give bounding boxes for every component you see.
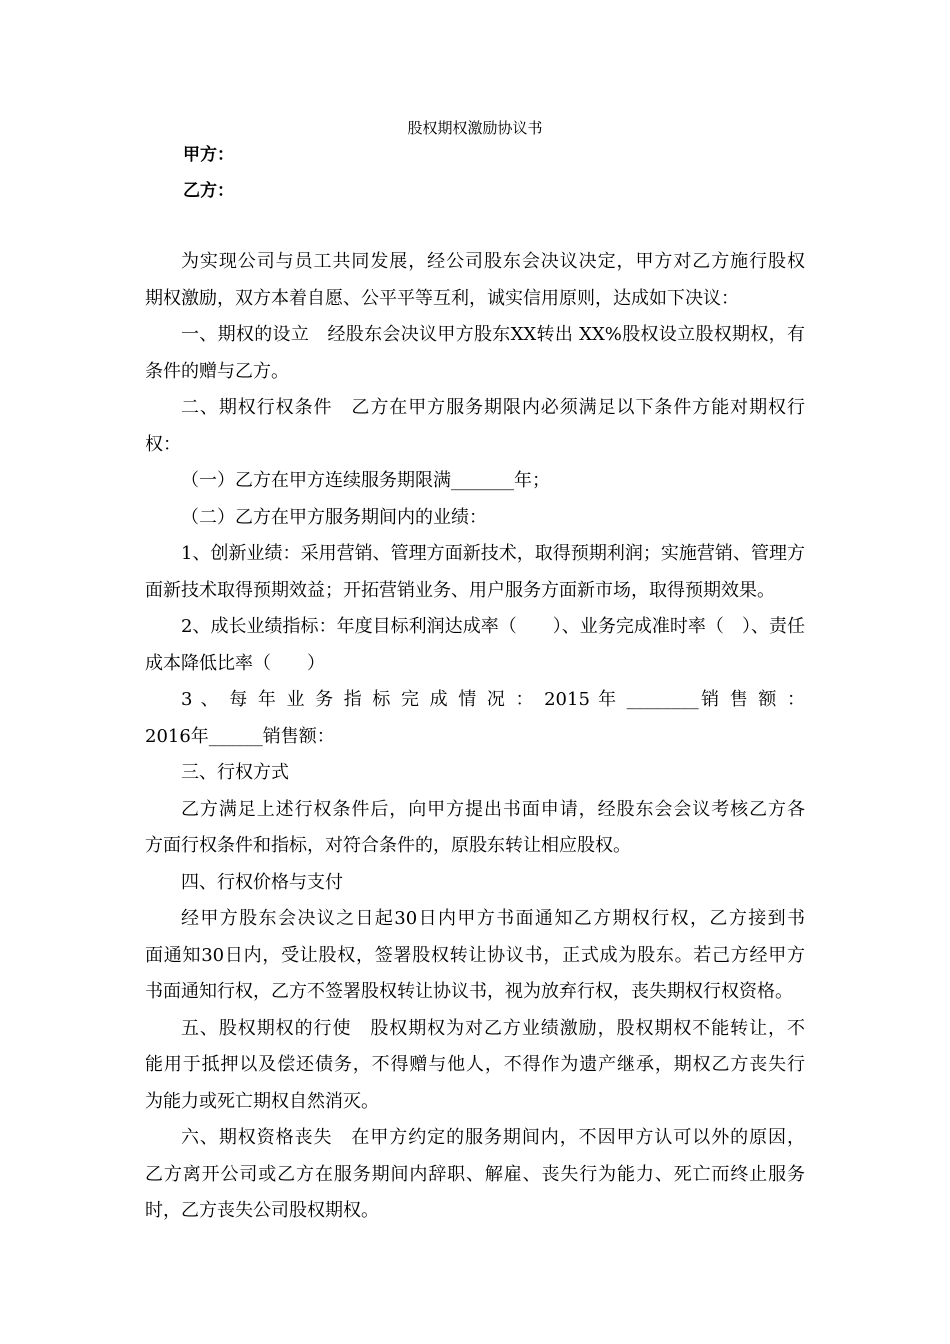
text-line: 乙方满足上述行权条件后，向甲方提出书面申请，经股东会会议考核乙方各: [181, 798, 805, 820]
text-line: 经甲方股东会决议之日起30日内甲方书面通知乙方期权行权，乙方接到书: [181, 908, 805, 929]
text-line: 能用于抵押以及偿还债务，不得赠与他人，不得作为遗产继承，期权乙方丧失行: [145, 1054, 805, 1075]
party-a-label: 甲方：: [183, 145, 234, 165]
text-line: 乙方离开公司或乙方在服务期间内辞职、解雇、丧失行为能力、死亡而终止服务: [145, 1163, 805, 1185]
text-line: 2016年______销售额：: [145, 725, 335, 747]
text-line: 为实现公司与员工共同发展，经公司股东会决议决定，甲方对乙方施行股权: [181, 251, 805, 272]
text-line: 期权激励，双方本着自愿、公平平等互利，诚实信用原则，达成如下决议：: [145, 287, 739, 309]
text-line: 时，乙方丧失公司股权期权。: [145, 1200, 379, 1221]
text-line: 1、创新业绩：采用营销、管理方面新技术，取得预期利润；实施营销、管理方: [181, 543, 805, 564]
text-line: 面新技术取得预期效益；开拓营销业务、用户服务方面新市场，取得预期效果。: [145, 579, 775, 601]
text-line: 四、行权价格与支付: [181, 871, 343, 893]
text-line: 方面行权条件和指标，对符合条件的，原股东转让相应股权。: [145, 835, 631, 856]
text-line: 一、期权的设立 经股东会决议甲方股东XX转出 XX%股权设立股权期权，有: [181, 324, 805, 345]
text-line: 条件的赠与乙方。: [145, 360, 289, 382]
text-line: 2、成长业绩指标：年度目标利润达成率（ ）、业务完成准时率（ ）、责任: [181, 616, 805, 637]
text-line: （一）乙方在甲方连续服务期限满_______年；: [181, 470, 550, 491]
text-line: 三、行权方式: [181, 762, 289, 783]
text-line: 面通知30日内，受让股权，签署股权转让协议书，正式成为股东。若己方经甲方: [145, 944, 805, 966]
text-line: 成本降低比率（ ）: [145, 652, 325, 674]
text-line: （二）乙方在甲方服务期间内的业绩：: [181, 506, 487, 528]
document-title: 股权期权激励协议书: [407, 119, 543, 137]
text-line: 六、期权资格丧失 在甲方约定的服务期间内，不因甲方认可以外的原因，: [181, 1127, 805, 1148]
text-line: 五、股权期权的行使 股权期权为对乙方业绩激励，股权期权不能转让，不: [181, 1017, 805, 1039]
text-line: 书面通知行权，乙方不签署股权转让协议书，视为放弃行权，丧失期权行权资格。: [145, 981, 793, 1002]
party-b-label: 乙方：: [183, 181, 234, 201]
text-line: 3 、 每 年 业 务 指 标 完 成 情 况 ： 2015 年 ________销 售 额 ：: [181, 689, 805, 710]
agreement-body: [145, 244, 805, 1230]
text-line: 权：: [145, 433, 181, 455]
text-line: 二、期权行权条件 乙方在甲方服务期限内必须满足以下条件方能对期权行: [181, 397, 805, 418]
text-line: 为能力或死亡期权自然消灭。: [145, 1090, 379, 1112]
